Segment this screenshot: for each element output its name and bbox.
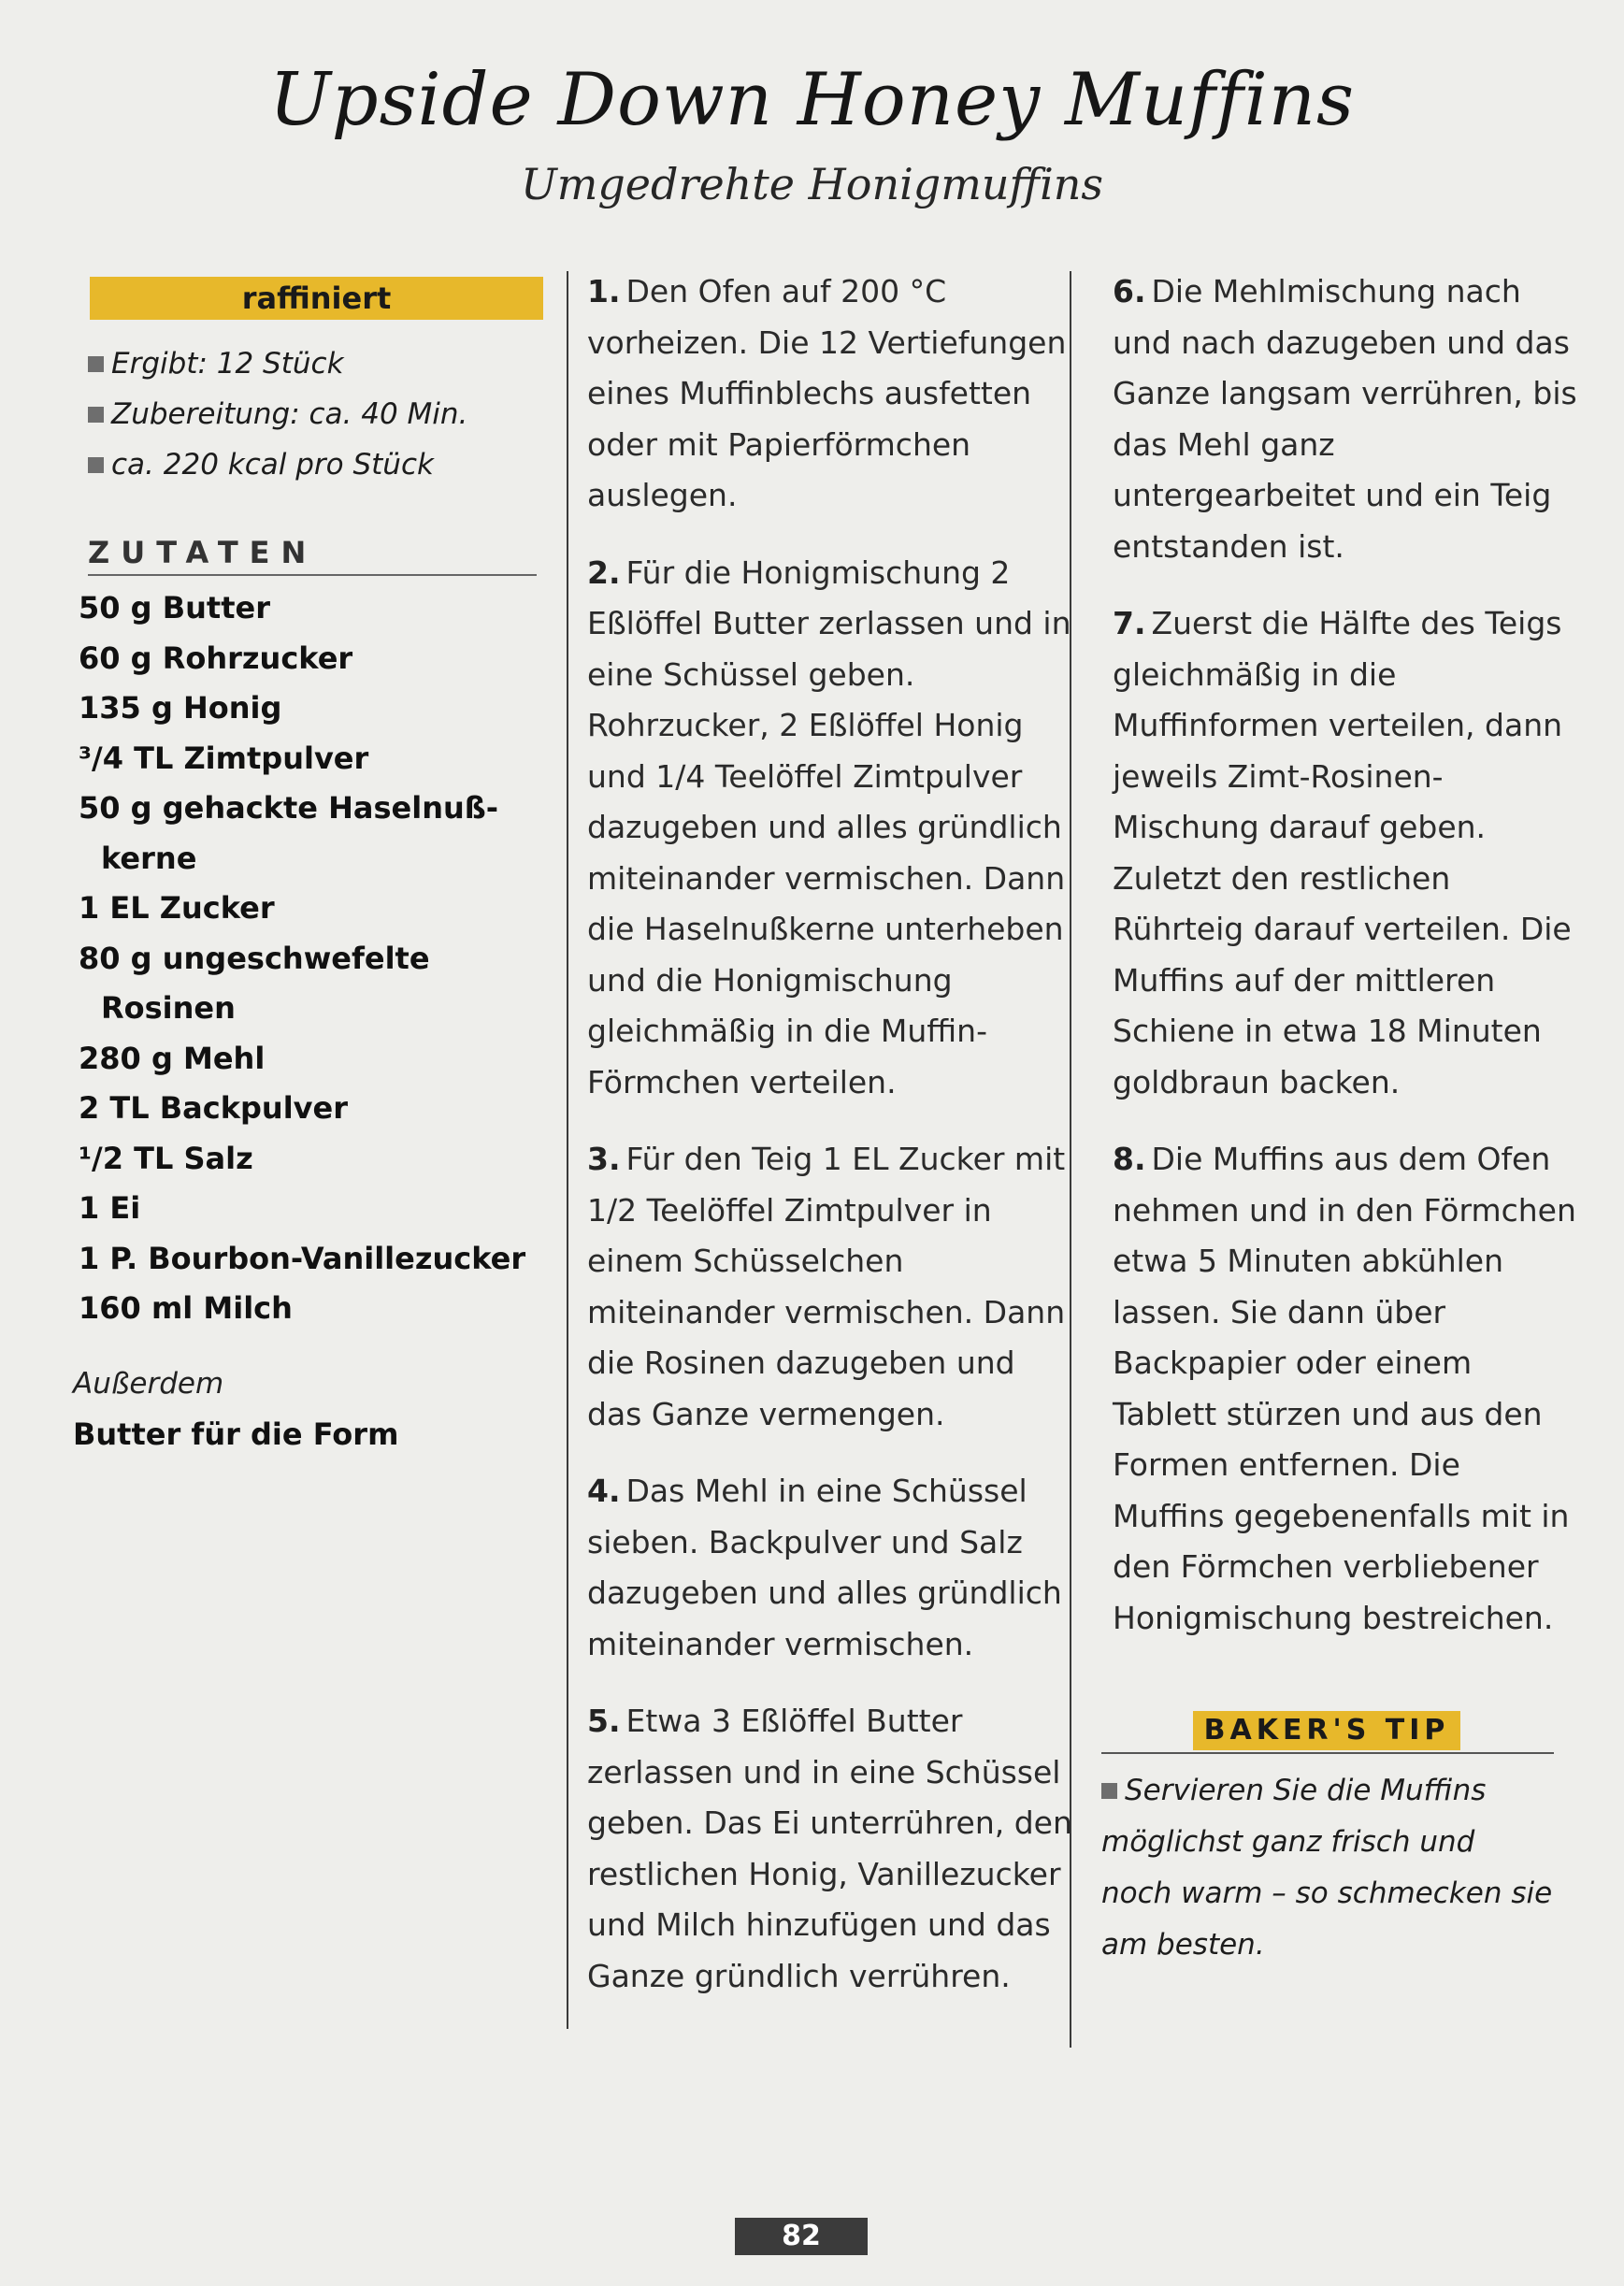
recipe-title: Upside Down Honey Muffins xyxy=(268,58,1356,142)
step-2 xyxy=(587,548,1073,1109)
ingredient-item: ¹/2 TL Salz xyxy=(79,1140,253,1176)
tip-content xyxy=(1101,1765,1554,1971)
step-text: Die Muffins aus dem Ofen nehmen und in den Förmchen etwa 5 Minuten abkühlen lassen. Sie dann über Backpapier oder einem Tablett stürzen und aus den Formen entfernen. Die Muffins gegebenenfalls mit in den Förmchen verbliebener Honigmischung bestreichen. xyxy=(1113,1141,1576,1636)
square-bullet-icon xyxy=(88,356,104,372)
step-text: Für die Honigmischung 2 Eßlöffel Butter zerlassen und in eine Schüssel geben. Rohrzucker, 2 Eßlöffel Honig und 1/4 Teelöffel Zimtpulver dazugeben und alles gründlich miteinander vermischen. Dann die Haselnußkerne unterheben und die Honigmischung gleichmäßig in die Muffin-Förmchen verteilen. xyxy=(587,554,1071,1100)
step-4 xyxy=(587,1466,1073,1670)
step-number: 4. xyxy=(587,1473,621,1509)
ingredient-item: 50 g gehackte Haselnuß- xyxy=(79,790,499,826)
step-number: 6. xyxy=(1113,273,1146,309)
ingredient-item: 1 P. Bourbon-Vanillezucker xyxy=(79,1240,526,1276)
steps-column-2 xyxy=(1113,266,1580,1670)
ingredient-item: 50 g Butter xyxy=(79,590,270,625)
ingredients-list xyxy=(79,583,546,1334)
meta-calories xyxy=(88,439,546,490)
tip-heading: BAKER'S TIP xyxy=(1193,1711,1460,1750)
square-bullet-icon xyxy=(88,407,104,423)
meta-calories-text: ca. 220 kcal pro Stück xyxy=(111,448,434,482)
meta-list xyxy=(88,338,546,490)
extra-item: Butter für die Form xyxy=(73,1416,399,1452)
step-text: Das Mehl in eine Schüssel sieben. Backpulver und Salz dazugeben und alles gründlich miteinander vermischen. xyxy=(587,1473,1062,1662)
step-3 xyxy=(587,1134,1073,1440)
step-number: 5. xyxy=(587,1703,621,1739)
bakers-tip xyxy=(1101,1711,1554,1971)
ingredient-item: ³/4 TL Zimtpulver xyxy=(79,740,369,776)
step-number: 2. xyxy=(587,554,621,591)
step-5 xyxy=(587,1696,1073,2002)
meta-time xyxy=(88,389,546,439)
column-divider xyxy=(567,271,568,2029)
ingredients-heading: ZUTATEN xyxy=(88,535,537,576)
step-7 xyxy=(1113,598,1580,1108)
step-text: Die Mehlmischung nach und nach dazugeben und das Ganze langsam verrühren, bis das Mehl ganz untergearbeitet und ein Teig entstanden ist. xyxy=(1113,273,1577,565)
step-text: Für den Teig 1 EL Zucker mit 1/2 Teelöffel Zimtpulver in einem Schüsselchen miteinander vermischen. Dann die Rosinen dazugeben und das Ganze vermengen. xyxy=(587,1141,1066,1432)
info-column xyxy=(73,277,546,1459)
meta-servings xyxy=(88,338,546,389)
ingredient-item: Rosinen xyxy=(101,990,236,1026)
step-number: 1. xyxy=(587,273,621,309)
ingredient-item: 60 g Rohrzucker xyxy=(79,640,353,676)
step-text: Etwa 3 Eßlöffel Butter zerlassen und in eine Schüssel geben. Das Ei unterrühren, den restlichen Honig, Vanillezucker und Milch hinzufügen und das Ganze gründlich verrühren. xyxy=(587,1703,1072,1994)
page-number: 82 xyxy=(735,2218,868,2255)
step-number: 8. xyxy=(1113,1141,1146,1177)
ingredient-item: 160 ml Milch xyxy=(79,1290,293,1326)
square-bullet-icon xyxy=(88,457,104,473)
ingredient-item: kerne xyxy=(101,840,197,876)
ingredient-item: 1 Ei xyxy=(79,1190,141,1226)
step-text: Den Ofen auf 200 °C vorheizen. Die 12 Vertiefungen eines Muffinblechs ausfetten oder mit Papierförmchen auslegen. xyxy=(587,273,1067,513)
meta-servings-text: Ergibt: 12 Stück xyxy=(111,347,344,381)
step-6 xyxy=(1113,266,1580,572)
ingredient-item: 80 g ungeschwefelte xyxy=(79,940,430,976)
meta-time-text: Zubereitung: ca. 40 Min. xyxy=(111,397,468,431)
ingredient-item: 280 g Mehl xyxy=(79,1040,266,1076)
tip-heading-row xyxy=(1101,1711,1554,1754)
ingredient-item: 135 g Honig xyxy=(79,690,282,726)
step-text: Zuerst die Hälfte des Teigs gleichmäßig in die Muffinformen verteilen, dann jeweils Zimt-Rosinen-Mischung darauf geben. Zuletzt den restlichen Rührteig darauf verteilen. Die Muffins auf der mittleren Schiene in etwa 18 Minuten goldbraun backen. xyxy=(1113,605,1572,1100)
ingredient-item: 1 EL Zucker xyxy=(79,890,275,926)
step-number: 3. xyxy=(587,1141,621,1177)
step-1 xyxy=(587,266,1073,522)
ingredient-item: 2 TL Backpulver xyxy=(79,1090,348,1126)
difficulty-badge: raffiniert xyxy=(90,277,543,320)
recipe-subtitle: Umgedrehte Honigmuffins xyxy=(520,159,1104,209)
step-number: 7. xyxy=(1113,605,1146,641)
step-8 xyxy=(1113,1134,1580,1644)
steps-column-1 xyxy=(587,266,1073,2028)
extra-heading: Außerdem xyxy=(73,1366,224,1401)
square-bullet-icon xyxy=(1101,1783,1117,1799)
tip-text: Servieren Sie die Muffins möglichst ganz frisch und noch warm – so schmecken sie am besten. xyxy=(1101,1774,1553,1962)
